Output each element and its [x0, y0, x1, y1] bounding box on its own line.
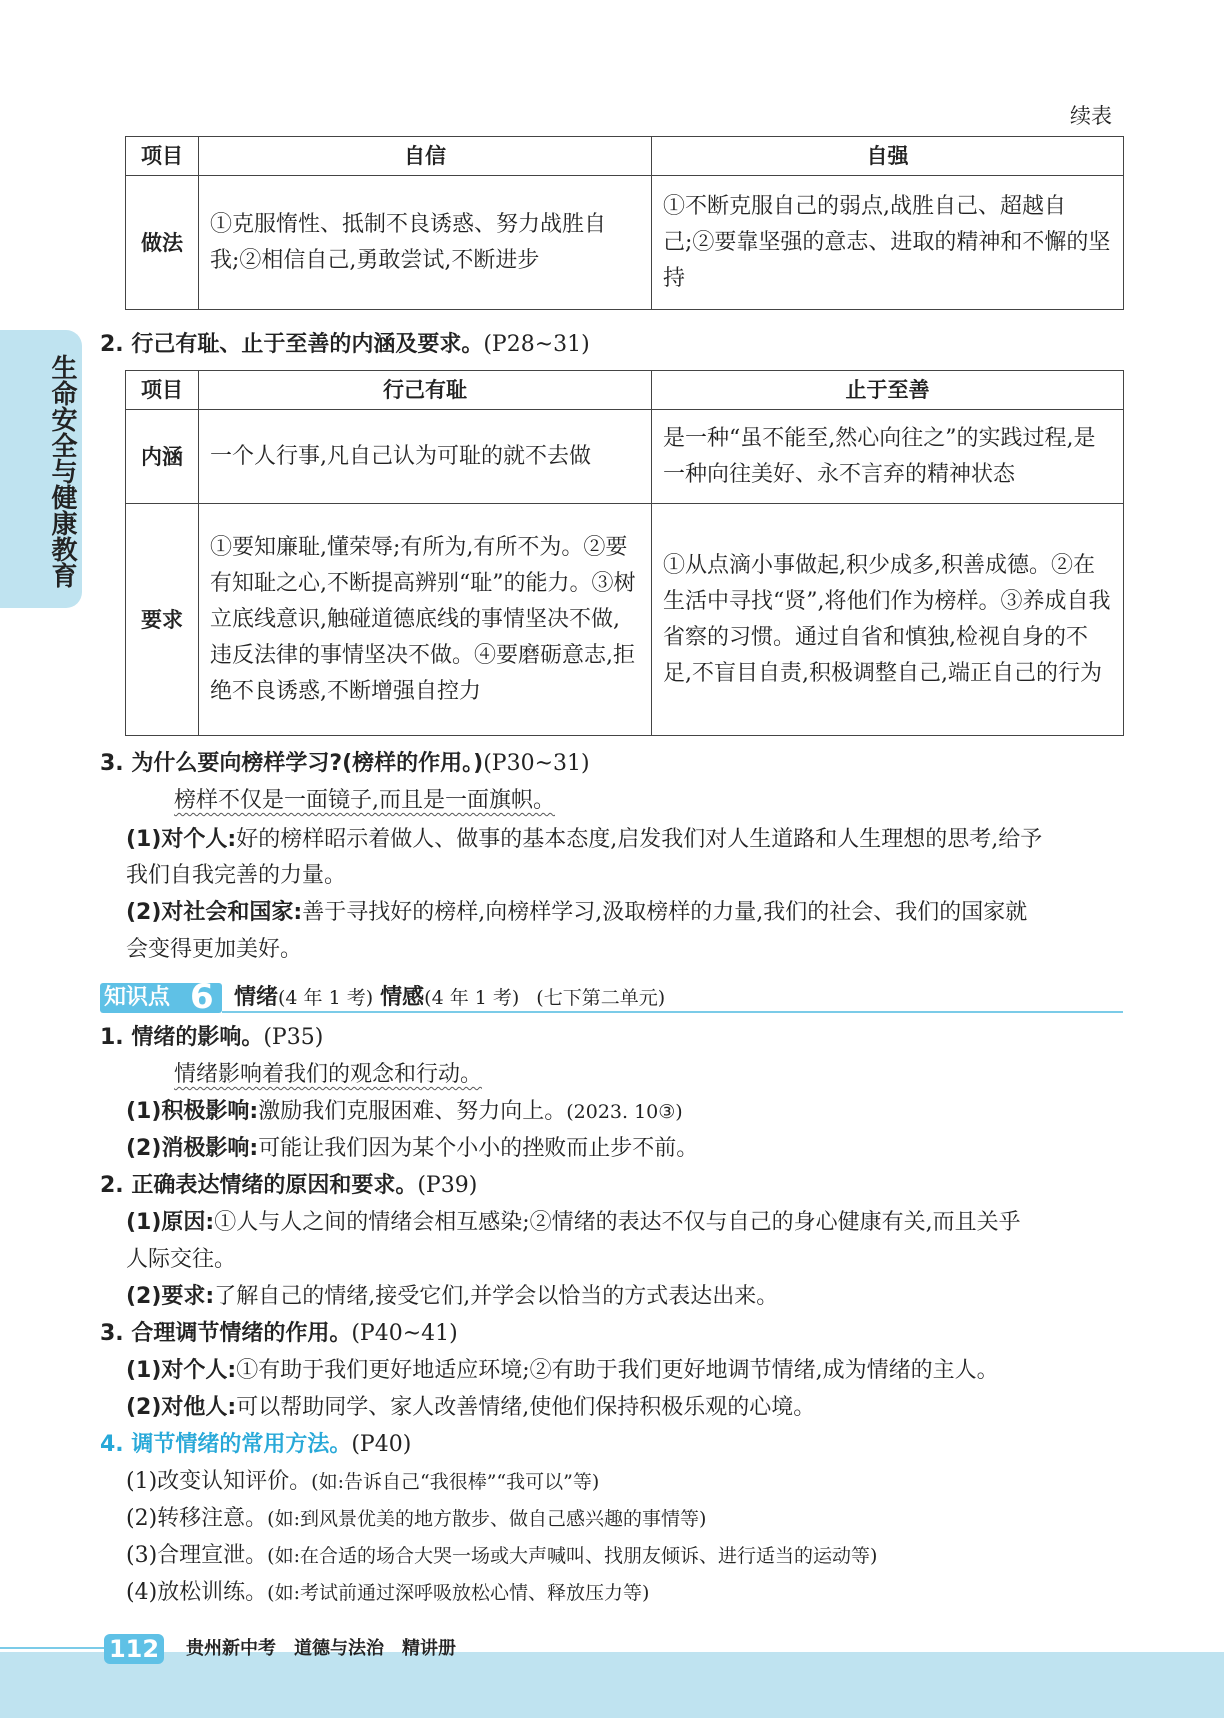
- heading-text: 1. 情绪的影响。: [100, 1025, 264, 1050]
- item-label: (2)对他人:: [126, 1395, 237, 1420]
- paragraph-line: [126, 1353, 999, 1389]
- page-ref: (P35): [263, 1025, 324, 1050]
- list-item: [126, 1575, 649, 1611]
- table-cell: ①从点滴小事做起,积少成多,积善成德。②在生活中寻找“贤”,将他们作为榜样。③养成自我省察的习惯。通过自省和慎独,检视自身的不足,不盲目自责,积极调整自己,端正自己的行为: [652, 504, 1124, 736]
- list-item: [126, 1501, 706, 1537]
- method-name: (1)改变认知评价。: [126, 1469, 312, 1494]
- knowledge-point-title: [234, 981, 665, 1015]
- section-heading: [100, 1316, 458, 1352]
- page-ref: (P30~31): [483, 751, 590, 776]
- section-heading: [100, 1020, 323, 1056]
- section-heading: [100, 1168, 477, 1204]
- paragraph-line: [126, 822, 1042, 858]
- item-text: 人际交往。: [126, 1247, 237, 1272]
- method-name: (2)转移注意。: [126, 1506, 268, 1531]
- exam-frequency: (4 年 1 考): [278, 987, 374, 1009]
- topic-feeling: 情感: [380, 985, 425, 1010]
- page-ref: (P40~41): [351, 1321, 458, 1346]
- section-heading: [100, 746, 590, 782]
- table-cell: ①不断克服自己的弱点,战胜自己、超越自己;②要靠坚强的意志、进取的精神和不懈的坚持: [652, 176, 1124, 310]
- paragraph-line: [126, 1242, 236, 1278]
- table-confidence-self-improvement: [125, 136, 1124, 310]
- row-label: 要求: [126, 504, 199, 736]
- footer-band: [0, 1652, 1224, 1718]
- page-ref: (P28~31): [483, 332, 590, 357]
- paragraph-line: [126, 1131, 698, 1167]
- table-row: [126, 176, 1124, 310]
- item-text: 好的榜样昭示着做人、做事的基本态度,启发我们对人生道路和人生理想的思考,给予: [236, 827, 1043, 852]
- table-row: [126, 504, 1124, 736]
- subject-label: 道德与法治: [294, 1638, 384, 1659]
- exam-note: (2023. 10③): [566, 1101, 683, 1123]
- page-ref: (P40): [351, 1432, 412, 1457]
- badge-number: 6: [190, 977, 214, 1017]
- method-example: (如:在合适的场合大哭一场或大声喊叫、找朋友倾诉、进行适当的运动等): [267, 1545, 878, 1567]
- table-cell: 是一种“虽不能至,然心向往之”的实践过程,是一种向往美好、永不言弃的精神状态: [652, 410, 1124, 504]
- item-label: (1)原因:: [126, 1210, 215, 1235]
- table-cell: ①要知廉耻,懂荣辱;有所为,有所不为。②要有知耻之心,不断提高辨别“耻”的能力。③树立底线意识,触碰道德底线的事情坚决不做,违反法律的事情坚决不做。④要磨砺意志,拒绝不良诱惑,不断增强自控力: [199, 504, 652, 736]
- item-text: 可能让我们因为某个小小的挫败而止步不前。: [258, 1136, 699, 1161]
- table-cell: ①克服惰性、抵制不良诱惑、努力战胜自我;②相信自己,勇敢尝试,不断进步: [199, 176, 652, 310]
- item-text: 了解自己的情绪,接受它们,并学会以恰当的方式表达出来。: [214, 1284, 779, 1309]
- item-label: (2)消极影响:: [126, 1136, 259, 1161]
- item-text: 可以帮助同学、家人改善情绪,使他们保持积极乐观的心境。: [236, 1395, 816, 1420]
- edition-label: 精讲册: [402, 1638, 456, 1659]
- heading-text: 2. 行己有耻、止于至善的内涵及要求。: [100, 332, 484, 357]
- table-header-row: [126, 137, 1124, 176]
- item-label: (1)对个人:: [126, 1358, 237, 1383]
- item-text: ①有助于我们更好地适应环境;②有助于我们更好地调节情绪,成为情绪的主人。: [236, 1358, 999, 1383]
- exam-frequency: (4 年 1 考): [424, 987, 520, 1009]
- list-item: [126, 1538, 877, 1574]
- knowledge-point-band: [100, 977, 1123, 1017]
- paragraph-line: [126, 858, 346, 894]
- method-example: (如:到风景优美的地方散步、做自己感兴趣的事情等): [267, 1508, 707, 1530]
- item-label: (2)要求:: [126, 1284, 215, 1309]
- item-text: 善于寻找好的榜样,向榜样学习,汲取榜样的力量,我们的社会、我们的国家就: [302, 900, 1028, 925]
- header-shame: 行己有耻: [199, 371, 652, 410]
- table-header-row: [126, 371, 1124, 410]
- section-heading: [100, 1427, 411, 1463]
- method-example: (如:告诉自己“我很棒”“我可以”等): [311, 1471, 600, 1493]
- badge-text: 知识点: [104, 985, 171, 1010]
- header-self-improvement: 自强: [652, 137, 1124, 176]
- summary-text: 情绪影响着我们的观念和行动。: [174, 1062, 483, 1087]
- heading-text: 4. 调节情绪的常用方法。: [100, 1432, 352, 1457]
- method-name: (3)合理宣泄。: [126, 1543, 268, 1568]
- knowledge-point-badge: [100, 977, 222, 1017]
- list-item: [126, 1464, 599, 1500]
- page-number: 112: [104, 1634, 164, 1664]
- table-cell: 一个人行事,凡自己认为可耻的就不去做: [199, 410, 652, 504]
- paragraph-line: [126, 1390, 815, 1426]
- unit-label: (七下第二单元): [536, 987, 666, 1009]
- paragraph-line: [126, 1094, 683, 1130]
- footer-divider: [0, 1647, 110, 1649]
- side-tab-label: 生命安全与健康教育: [47, 354, 77, 588]
- row-label: 做法: [126, 176, 199, 310]
- item-label: (2)对社会和国家:: [126, 900, 303, 925]
- paragraph-line: [126, 1279, 778, 1315]
- section-heading: [100, 327, 590, 363]
- summary-text: 榜样不仅是一面镜子,而且是一面旗帜。: [174, 788, 555, 813]
- heading-text: 2. 正确表达情绪的原因和要求。: [100, 1173, 418, 1198]
- method-example: (如:考试前通过深呼吸放松心情、释放压力等): [267, 1582, 650, 1604]
- item-label: (1)对个人:: [126, 827, 237, 852]
- heading-text: 3. 合理调节情绪的作用。: [100, 1321, 352, 1346]
- continued-label: 续表: [1070, 104, 1112, 128]
- item-text: ①人与人之间的情绪会相互感染;②情绪的表达不仅与自己的身心健康有关,而且关乎: [214, 1210, 1021, 1235]
- row-label: 内涵: [126, 410, 199, 504]
- header-virtue: 止于至善: [652, 371, 1124, 410]
- item-text: 我们自我完善的力量。: [126, 863, 347, 888]
- item-label: (1)积极影响:: [126, 1099, 259, 1124]
- item-text: 会变得更加美好。: [126, 937, 303, 962]
- paragraph-line: [126, 1205, 1021, 1241]
- header-confidence: 自信: [199, 137, 652, 176]
- topic-emotion: 情绪: [234, 985, 279, 1010]
- summary-line: [174, 783, 555, 819]
- item-text: 激励我们克服困难、努力向上。: [258, 1099, 567, 1124]
- table-row: [126, 410, 1124, 504]
- header-item: 项目: [126, 137, 199, 176]
- table-shame-virtue: [125, 370, 1124, 736]
- summary-line: [174, 1057, 482, 1093]
- heading-text: 3. 为什么要向榜样学习?(榜样的作用。): [100, 751, 484, 776]
- method-name: (4)放松训练。: [126, 1580, 268, 1605]
- paragraph-line: [126, 895, 1027, 931]
- footer-title: [186, 1634, 474, 1664]
- paragraph-line: [126, 932, 302, 968]
- publisher-label: 贵州新中考: [186, 1638, 276, 1659]
- header-item: 项目: [126, 371, 199, 410]
- page-ref: (P39): [417, 1173, 478, 1198]
